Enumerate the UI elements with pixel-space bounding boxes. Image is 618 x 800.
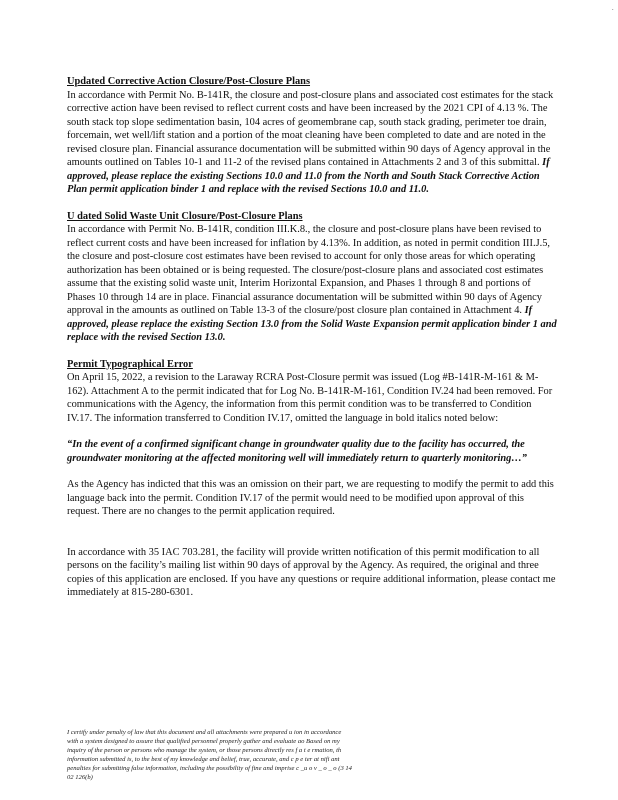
section-paragraph: On April 15, 2022, a revision to the Laraway RCRA Post-Closure permit was issued (Log #B-141R-M-161 & M-162). Attachment A to the permit indicated that for Log No. B-141R-M-161, Condition IV.24 had been removed. For communications with the Agency, the information from this permit condition was to be transferred to Condition IV.17. The information transferred to Condition IV.17, omitted the language in bold italics noted below: xyxy=(67,372,553,424)
section-heading: Permit Typographical Error xyxy=(67,358,193,370)
section-paragraph xyxy=(67,89,557,197)
section-heading: Updated Corrective Action Closure/Post-Closure Plans xyxy=(67,76,311,87)
footnote-line: information submitted is, to the best of my knowledge and belief, true, accurate, and c p e ter at nifi ant xyxy=(67,755,340,763)
section-solid-waste xyxy=(67,210,557,345)
page-mark: · xyxy=(611,6,614,14)
footnote-line: penalties for submitting false information, including the possibility of fine and imprise c _u o v _ o _ o (3 14 xyxy=(67,764,352,772)
quoted-permit-language: “In the event of a confirmed significant change in groundwater quality due to the facility has occurred, the groundwater monitoring at the affected monitoring well will immediately return to quarterly monitoring…” xyxy=(67,439,527,464)
paragraph-text: In accordance with Permit No. B-141R, the closure and post-closure plans and associated cost estimates for the stack corrective action have been revised to reflect current costs and have been increased by the 2021 CPI of 4.13 %. The south stack top slope sedimentation basin, 104 acres of geomembrane cap, south stack grading, perimeter toe drain, forcemain, wet well/lift station and a portion of the moat cleaning have been completed to date and are noted in the revised closure plan. Financial assurance documentation will be submitted within 90 days of Agency approval in the amounts outlined on Tables 10-1 and 11-2 of the revised plans contained in Attachments 2 and 3 of this submittal. xyxy=(67,89,554,168)
emphasis-text: If approved, please replace the existing Section 13.0 from the Solid Waste Expansion permit application binder 1 and replace with the revised Section 13.0. xyxy=(67,305,557,343)
letter-body xyxy=(67,75,557,600)
certification-footnote xyxy=(67,729,557,782)
emphasis-text: If approved, please replace the existing Sections 10.0 and 11.0 from the North and South Stack Corrective Action Plan permit application binder 1 and replace with the revised Sections 10.0 and 11.0. xyxy=(67,157,550,195)
section-paragraph xyxy=(67,223,557,345)
footnote-line: 02 126(b) xyxy=(67,773,93,781)
spacer xyxy=(67,532,557,546)
footnote-line: with a system designed to assure that qualified personnel properly gather and evaluate ao Based on my xyxy=(67,737,340,745)
closing-paragraph: In accordance with 35 IAC 703.281, the facility will provide written notification of this permit modification to all persons on the facility’s mailing list within 90 days of approval by the Agency. As required, the original and three copies of this application are enclosed. If you have any questions or require additional information, please contact me immediately at 815-280-6301. xyxy=(67,546,556,598)
paragraph-text: In accordance with Permit No. B-141R, condition III.K.8., the closure and post-closure plans have been revised to reflect current costs and have been increased for inflation by 4.13%. In addition, as noted in permit condition III.J.5, the closure and post-closure cost estimates have been revised to account for only those areas for which operating authorization has been obtained or is being requested. The closure/post-closure plans and associated cost estimates assume that the existing solid waste unit, Interim Horizontal Expansion, and Phases 1 through 8 and portions of Phases 10 through 14 are in place. Financial assurance documentation will be submitted within 90 days of Agency approval in the amounts as outlined on Table 13-3 of the closure/post closure plan contained in Attachment 4. xyxy=(67,224,551,316)
section-heading: U dated Solid Waste Unit Closure/Post-Closure Plans xyxy=(67,210,303,222)
section-corrective-action xyxy=(67,75,557,197)
section-paragraph: As the Agency has indicted that this was an omission on their part, we are requesting to modify the permit to add this language back into the permit. Condition IV.17 of the permit would need to be modified upon approval of this request. There are no changes to the permit application required. xyxy=(67,479,554,517)
footnote-line: I certify under penalty of law that this document and all attachments were prepared u ion in accordance xyxy=(67,729,342,736)
section-typographical-error xyxy=(67,358,557,519)
footnote-line: inquiry of the person or persons who manage the system, or those persons directly res f a t e rmation, th xyxy=(67,746,342,754)
